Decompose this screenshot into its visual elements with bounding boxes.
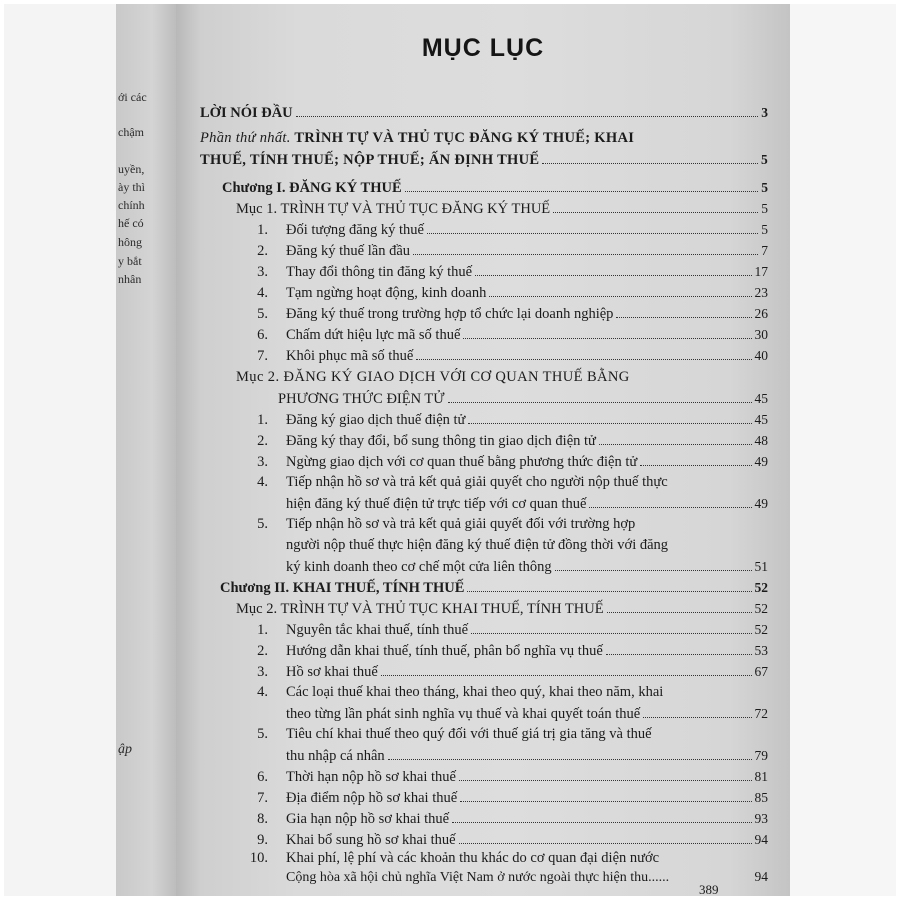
item-text: Thời hạn nộp hồ sơ khai thuế [286, 769, 456, 785]
toc-item [286, 558, 768, 576]
toc-page-number: 48 [754, 433, 768, 448]
leader-dots [640, 465, 751, 466]
toc-item [242, 642, 768, 660]
toc-entry-chapter2 [220, 579, 768, 597]
item-number: 7. [257, 790, 268, 806]
toc-item-line1 [242, 850, 768, 867]
leader-dots [475, 275, 751, 276]
left-page-fragment: hế có [118, 216, 144, 230]
leader-dots [616, 317, 751, 318]
toc-entry-intro [200, 104, 768, 122]
toc-item [242, 621, 768, 639]
item-number: 6. [257, 769, 268, 785]
toc-item [242, 305, 768, 323]
item-number: 2. [257, 643, 268, 659]
leader-dots [463, 338, 751, 339]
toc-item [242, 453, 768, 471]
item-number: 1. [257, 222, 268, 238]
item-text: Đăng ký giao dịch thuế điện tử [286, 412, 466, 428]
leader-dots [606, 654, 752, 655]
leader-dots [467, 591, 751, 592]
toc-item [242, 284, 768, 302]
item-number: 5. [257, 306, 268, 322]
toc-page-number: 49 [754, 454, 768, 469]
toc-page-number: 5 [760, 152, 768, 167]
toc-item [242, 663, 768, 681]
toc-item [242, 789, 768, 807]
toc-page-number: 51 [754, 559, 768, 574]
toc-page-number: 30 [754, 327, 768, 342]
item-text: Đăng ký thay đổi, bổ sung thông tin giao dịch điện tử [286, 433, 596, 449]
item-text: Nguyên tắc khai thuế, tính thuế [286, 622, 469, 638]
toc-item [286, 747, 768, 765]
toc-page-number: 23 [754, 285, 768, 300]
toc-entry-section [236, 600, 768, 618]
leader-dots [452, 822, 751, 823]
toc-entry-part1 [200, 151, 768, 169]
toc-page-number: 7 [761, 243, 768, 258]
item-number: 5. [257, 726, 268, 742]
item-text: Tạm ngừng hoạt động, kinh doanh [286, 285, 487, 301]
toc-page-number: 72 [754, 706, 768, 721]
toc-page [176, 4, 790, 896]
section-title-line1: Mục 2. ĐĂNG KÝ GIAO DỊCH VỚI CƠ QUAN THUẾ BẰNG [236, 369, 630, 385]
item-text: Tiếp nhận hồ sơ và trả kết quả giải quyết đối với trường hợp [286, 516, 636, 532]
toc-page-number: 49 [754, 496, 768, 511]
item-number: 9. [257, 832, 268, 848]
leader-dots [599, 444, 752, 445]
toc-page-number: 81 [754, 769, 768, 784]
item-text: Đăng ký thuế trong trường hợp tổ chức lại doanh nghiệp [286, 306, 614, 322]
leader-dots [296, 116, 759, 117]
item-text: thu nhập cá nhân [286, 748, 385, 764]
toc-page-number: 53 [754, 643, 768, 658]
toc-page-number: 52 [754, 622, 768, 637]
item-number: 2. [257, 433, 268, 449]
item-number: 3. [257, 264, 268, 280]
item-text: theo từng lần phát sinh nghĩa vụ thuế và khai quyết toán thuế [286, 706, 641, 722]
leader-dots [413, 254, 758, 255]
toc-page-number: 17 [754, 264, 768, 279]
toc-page-number: 5 [761, 201, 768, 216]
leader-dots [643, 717, 751, 718]
leader-dots [405, 191, 759, 192]
leader-dots [381, 675, 752, 676]
left-page-fragment: ày thì [118, 180, 145, 194]
toc-item-line1 [242, 726, 768, 743]
item-text: Thay đổi thông tin đăng ký thuế [286, 264, 473, 280]
toc-entry-text: LỜI NÓI ĐẦU [200, 105, 293, 121]
chapter-title: Chương I. ĐĂNG KÝ THUẾ [222, 180, 402, 196]
toc-item-line1 [242, 474, 768, 491]
item-text: Hồ sơ khai thuế [286, 664, 378, 680]
leader-dots [448, 402, 752, 403]
toc-item [242, 432, 768, 450]
toc-page-number: 67 [754, 664, 768, 679]
item-text: Địa điểm nộp hồ sơ khai thuế [286, 790, 458, 806]
left-page-fragment: y bắt [118, 254, 142, 268]
part-heading-line1 [200, 130, 634, 147]
toc-page-number: 94 [754, 869, 768, 884]
toc-page-number: 52 [754, 580, 768, 595]
item-number: 5. [257, 516, 268, 532]
left-page-fragment: hông [118, 235, 142, 249]
left-page-fragment: uyền, [118, 162, 145, 176]
toc-item-line1 [242, 516, 768, 533]
toc-item [286, 705, 768, 723]
toc-item [286, 868, 768, 886]
item-number: 1. [257, 412, 268, 428]
item-text: Chấm dứt hiệu lực mã số thuế [286, 327, 461, 343]
item-text: Ngừng giao dịch với cơ quan thuế bằng phương thức điện tử [286, 454, 638, 470]
toc-item [242, 221, 768, 239]
leader-dots [542, 163, 758, 164]
toc-item [242, 411, 768, 429]
item-text: Khai bổ sung hồ sơ khai thuế [286, 832, 456, 848]
item-text: Hướng dẫn khai thuế, tính thuế, phân bổ nghĩa vụ thuế [286, 643, 603, 659]
toc-entry-section [236, 200, 768, 218]
leader-dots [607, 612, 752, 613]
toc-page-number: 45 [754, 391, 768, 406]
item-number: 3. [257, 454, 268, 470]
section-title: Mục 2. TRÌNH TỰ VÀ THỦ TỤC KHAI THUẾ, TÍNH THUẾ [236, 601, 604, 617]
toc-item [242, 810, 768, 828]
toc-page-number: 5 [761, 180, 768, 195]
toc-page-number: 79 [754, 748, 768, 763]
section-title: Mục 1. TRÌNH TỰ VÀ THỦ TỤC ĐĂNG KÝ THUẾ [236, 201, 551, 217]
item-text: Tiêu chí khai thuế theo quý đối với thuế giá trị gia tăng và thuế [286, 726, 652, 742]
item-number: 2. [257, 243, 268, 259]
book-photo [4, 4, 896, 896]
item-text: Cộng hòa xã hội chủ nghĩa Việt Nam ở nước ngoài thực hiện thu...... [286, 870, 670, 885]
item-number: 4. [257, 474, 268, 490]
section-title-line2: PHƯƠNG THỨC ĐIỆN TỬ [278, 391, 445, 407]
leader-dots [427, 233, 758, 234]
part-title-line1: TRÌNH TỰ VÀ THỦ TỤC ĐĂNG KÝ THUẾ; KHAI [294, 130, 635, 146]
toc-item-line1 [242, 684, 768, 701]
item-text: ký kinh doanh theo cơ chế một cửa liên thông [286, 559, 552, 575]
item-number: 6. [257, 327, 268, 343]
toc-page-number: 94 [754, 832, 768, 847]
toc-page-number: 40 [754, 348, 768, 363]
item-text: Đăng ký thuế lần đầu [286, 243, 411, 259]
toc-page-number: 85 [754, 790, 768, 805]
item-number: 10. [249, 850, 268, 866]
leader-dots [589, 507, 751, 508]
item-text: Tiếp nhận hồ sơ và trả kết quả giải quyết cho người nộp thuế thực [286, 474, 668, 490]
toc-item [242, 768, 768, 786]
page-number: 389 [699, 882, 719, 896]
toc-page-number: 45 [754, 412, 768, 427]
left-page-fragment: chậm [118, 125, 144, 139]
left-page-fragment: chính [118, 198, 145, 212]
item-text: Đối tượng đăng ký thuế [286, 222, 424, 238]
part-prefix: Phần thứ nhất. [200, 130, 291, 146]
leader-dots [555, 570, 752, 571]
leader-dots [460, 801, 751, 802]
item-text: Gia hạn nộp hồ sơ khai thuế [286, 811, 450, 827]
page-title: MỤC LỤC [421, 34, 545, 62]
item-text: Các loại thuế khai theo tháng, khai theo quý, khai theo năm, khai [286, 684, 664, 700]
left-page-fragment: ới các [118, 90, 147, 104]
leader-dots [388, 759, 752, 760]
item-number: 8. [257, 811, 268, 827]
toc-item [242, 831, 768, 849]
item-text: Khôi phục mã số thuế [286, 348, 414, 364]
leader-dots [471, 633, 751, 634]
leader-dots [553, 212, 758, 213]
toc-page-number: 5 [761, 222, 768, 237]
leader-dots [468, 423, 751, 424]
leader-dots [416, 359, 751, 360]
left-page-fragment: ập [118, 742, 132, 757]
toc-item [242, 242, 768, 260]
item-text: hiện đăng ký thuế điện tử trực tiếp với cơ quan thuế [286, 496, 587, 512]
toc-page-number: 26 [754, 306, 768, 321]
item-text: người nộp thuế thực hiện đăng ký thuế điện tử đồng thời với đăng [286, 537, 669, 553]
item-text: Khai phí, lệ phí và các khoản thu khác do cơ quan đại diện nước [286, 850, 660, 866]
toc-page-number: 52 [754, 601, 768, 616]
toc-item [286, 495, 768, 513]
toc-entry-section [278, 390, 768, 408]
toc-page-number: 3 [761, 105, 768, 120]
item-number: 4. [257, 684, 268, 700]
item-number: 7. [257, 348, 268, 364]
left-page-edge [116, 4, 176, 896]
toc-item [242, 326, 768, 344]
part-title-line2: THUẾ, TÍNH THUẾ; NỘP THUẾ; ẤN ĐỊNH THUẾ [200, 152, 540, 168]
item-number: 4. [257, 285, 268, 301]
chapter-title: Chương II. KHAI THUẾ, TÍNH THUẾ [220, 580, 465, 596]
toc-item [242, 263, 768, 281]
left-page-fragment: nhân [118, 272, 142, 286]
toc-item [242, 347, 768, 365]
item-number: 1. [257, 622, 268, 638]
background-right [790, 4, 896, 896]
leader-dots [489, 296, 751, 297]
toc-entry-chapter1 [222, 179, 768, 197]
leader-dots [459, 780, 752, 781]
item-number: 3. [257, 664, 268, 680]
toc-page-number: 93 [754, 811, 768, 826]
leader-dots [459, 843, 752, 844]
